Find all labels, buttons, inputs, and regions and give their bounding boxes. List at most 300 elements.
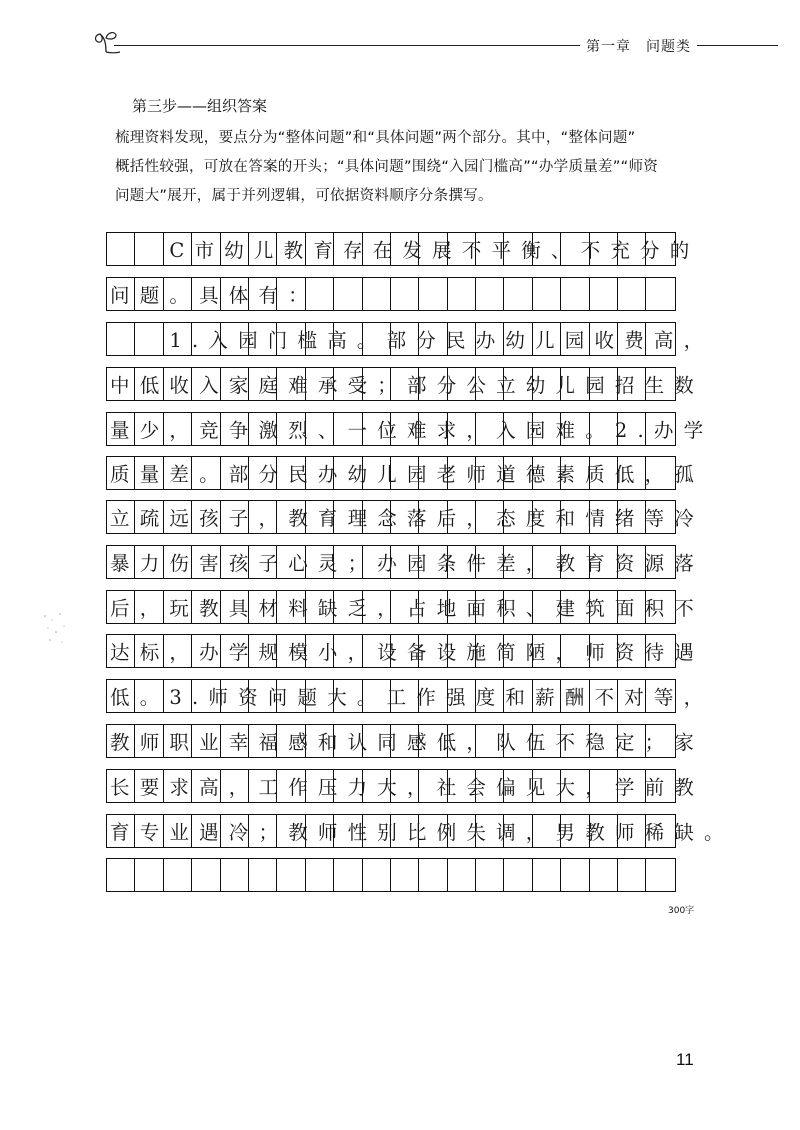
grid-cell (164, 680, 192, 712)
grid-cell (391, 591, 419, 623)
answer-line-text: 后，玩教具材料缺乏，占地面积、建筑面积不 (110, 597, 705, 620)
grid-cell (192, 323, 220, 355)
grid-cell (504, 635, 532, 667)
grid-cell (192, 546, 220, 578)
grid-cell (107, 635, 135, 667)
grid-cell (419, 725, 447, 757)
grid-cell (107, 501, 135, 533)
grid-cell (107, 770, 135, 802)
grid-cell (334, 591, 362, 623)
grid-cell (618, 368, 646, 400)
answer-grid-row (106, 590, 676, 624)
grid-cell (533, 859, 561, 891)
grid-cell (590, 413, 618, 445)
answer-grid-row (106, 634, 676, 668)
grid-cell (107, 680, 135, 712)
grid-cell (107, 725, 135, 757)
grid-cell (192, 725, 220, 757)
grid-cell (192, 457, 220, 489)
answer-grid-row (106, 232, 676, 266)
grid-cell (306, 323, 334, 355)
grid-cell (476, 368, 504, 400)
grid-cell (363, 323, 391, 355)
grid-cell (164, 368, 192, 400)
grid-cell (107, 859, 135, 891)
grid-cell (533, 680, 561, 712)
grid-cell (646, 859, 674, 891)
grid-cell (590, 635, 618, 667)
answer-line-text: 质量差。部分民办幼儿园老师道德素质低，孤 (110, 463, 705, 486)
grid-cell (533, 278, 561, 310)
grid-cell (561, 323, 589, 355)
grid-cell (221, 770, 249, 802)
grid-cell (419, 815, 447, 847)
grid-cell (277, 233, 305, 265)
grid-cell (561, 278, 589, 310)
grid-cell (618, 680, 646, 712)
grid-cell (107, 413, 135, 445)
grid-cell (277, 859, 305, 891)
grid-cell (590, 591, 618, 623)
grid-cell (334, 413, 362, 445)
grid-cell (476, 770, 504, 802)
grid-cell (419, 278, 447, 310)
grid-cell (476, 680, 504, 712)
grid-cell (618, 725, 646, 757)
grid-cell (504, 501, 532, 533)
grid-cell (391, 368, 419, 400)
grid-cell (504, 457, 532, 489)
grid-cell (618, 770, 646, 802)
grid-cell (504, 233, 532, 265)
grid-cell (476, 457, 504, 489)
grid-cell (277, 635, 305, 667)
grid-cell (391, 233, 419, 265)
grid-cell (107, 815, 135, 847)
grid-cell (107, 278, 135, 310)
grid-cell (476, 323, 504, 355)
grid-cell (590, 233, 618, 265)
grid-cell (561, 859, 589, 891)
grid-cell (221, 457, 249, 489)
answer-line-text: 达标，办学规模小，设备设施简陋，师资待遇 (110, 641, 705, 664)
grid-cell (590, 278, 618, 310)
grid-cell (646, 278, 674, 310)
grid-cell (391, 457, 419, 489)
grid-cell (391, 725, 419, 757)
grid-cell (249, 680, 277, 712)
grid-cell (277, 591, 305, 623)
grid-cell (448, 457, 476, 489)
grid-cell (419, 233, 447, 265)
grid-cell (448, 725, 476, 757)
grid-cell (277, 725, 305, 757)
answer-line-text: 教师职业幸福感和认同感低，队伍不稳定；家 (110, 731, 705, 754)
grid-cell (504, 278, 532, 310)
grid-cell (164, 635, 192, 667)
grid-cell (334, 501, 362, 533)
grid-cell (164, 725, 192, 757)
grid-cell (419, 680, 447, 712)
grid-cell (221, 815, 249, 847)
grid-cell (476, 278, 504, 310)
grid-cell (135, 591, 163, 623)
grid-cell (135, 725, 163, 757)
grid-cell (363, 368, 391, 400)
grid-cell (646, 680, 674, 712)
answer-line-text: 问题。具体有： (110, 284, 318, 307)
grid-cell (391, 413, 419, 445)
grid-cell (618, 859, 646, 891)
grid-cell (164, 546, 192, 578)
grid-cell (590, 770, 618, 802)
grid-cell (590, 501, 618, 533)
grid-cell (277, 680, 305, 712)
grid-cell (363, 457, 391, 489)
grid-cell (618, 457, 646, 489)
grid-cell (277, 501, 305, 533)
grid-cell (561, 233, 589, 265)
grid-cell (164, 278, 192, 310)
word-count-label: 300字 (668, 906, 695, 916)
grid-cell (476, 591, 504, 623)
grid-cell (448, 323, 476, 355)
grid-cell (277, 368, 305, 400)
answer-grid-row (106, 412, 676, 446)
answer-line-text: 低。3.师资问题大。工作强度和薪酬不对等， (110, 686, 714, 709)
grid-cell (391, 501, 419, 533)
grid-cell (306, 815, 334, 847)
grid-cell (135, 815, 163, 847)
grid-cell (618, 546, 646, 578)
grid-cell (221, 859, 249, 891)
grid-cell (363, 546, 391, 578)
grid-cell (135, 457, 163, 489)
answer-grid-row (106, 277, 676, 311)
grid-cell (249, 501, 277, 533)
grid-cell (249, 413, 277, 445)
grid-cell (533, 770, 561, 802)
grid-cell (221, 413, 249, 445)
grid-cell (277, 815, 305, 847)
grid-cell (334, 457, 362, 489)
grid-cell (590, 815, 618, 847)
grid-cell (363, 815, 391, 847)
grid-cell (221, 323, 249, 355)
grid-cell (192, 770, 220, 802)
grid-cell (533, 635, 561, 667)
grid-cell (192, 233, 220, 265)
paragraph-line: 问题大”展开，属于并列逻辑，可依据资料顺序分条撰写。 (115, 188, 493, 204)
grid-cell (590, 680, 618, 712)
grid-cell (135, 233, 163, 265)
grid-cell (504, 323, 532, 355)
grid-cell (249, 859, 277, 891)
explanation-paragraph (115, 124, 695, 211)
grid-cell (618, 635, 646, 667)
grid-cell (192, 278, 220, 310)
grid-cell (646, 323, 674, 355)
answer-line-text: 1.入园门槛高。部分民办幼儿园收费高， (110, 329, 714, 352)
grid-cell (306, 413, 334, 445)
grid-cell (533, 233, 561, 265)
grid-cell (306, 457, 334, 489)
grid-cell (391, 815, 419, 847)
grid-cell (646, 233, 674, 265)
leaf-icon (92, 26, 122, 56)
answer-grid-row (106, 545, 676, 579)
grid-cell (107, 323, 135, 355)
grid-cell (135, 501, 163, 533)
grid-cell (561, 770, 589, 802)
grid-cell (306, 501, 334, 533)
grid-cell (334, 323, 362, 355)
grid-cell (249, 233, 277, 265)
grid-cell (533, 591, 561, 623)
grid-cell (646, 413, 674, 445)
grid-cell (533, 815, 561, 847)
grid-cell (391, 278, 419, 310)
grid-cell (419, 413, 447, 445)
grid-cell (249, 725, 277, 757)
grid-cell (448, 770, 476, 802)
grid-cell (164, 591, 192, 623)
grid-cell (221, 680, 249, 712)
grid-cell (334, 546, 362, 578)
paragraph-line: 梳理资料发现，要点分为“整体问题”和“具体问题”两个部分。其中，“整体问题” (115, 130, 636, 146)
grid-cell (306, 680, 334, 712)
grid-cell (448, 591, 476, 623)
grid-cell (135, 635, 163, 667)
grid-cell (419, 323, 447, 355)
grid-cell (164, 501, 192, 533)
scan-noise (40, 610, 70, 650)
answer-grid-row (106, 814, 676, 848)
grid-cell (448, 635, 476, 667)
answer-grid-row (106, 724, 676, 758)
grid-cell (334, 725, 362, 757)
grid-cell (221, 635, 249, 667)
grid-cell (476, 635, 504, 667)
grid-cell (618, 591, 646, 623)
grid-cell (533, 413, 561, 445)
grid-cell (504, 680, 532, 712)
answer-line-text: 立疏远孩子，教育理念落后，态度和情绪等冷 (110, 507, 705, 530)
grid-cell (334, 770, 362, 802)
grid-cell (561, 815, 589, 847)
grid-cell (590, 323, 618, 355)
grid-cell (646, 591, 674, 623)
grid-cell (504, 413, 532, 445)
grid-cell (618, 413, 646, 445)
grid-cell (249, 457, 277, 489)
grid-cell (590, 368, 618, 400)
grid-cell (533, 546, 561, 578)
grid-cell (164, 323, 192, 355)
grid-cell (363, 591, 391, 623)
grid-cell (164, 457, 192, 489)
grid-cell (221, 546, 249, 578)
grid-cell (107, 591, 135, 623)
answer-grid-row (106, 500, 676, 534)
grid-cell (561, 546, 589, 578)
grid-cell (391, 323, 419, 355)
grid-cell (107, 233, 135, 265)
grid-cell (192, 413, 220, 445)
grid-cell (504, 770, 532, 802)
grid-cell (419, 368, 447, 400)
grid-cell (192, 859, 220, 891)
grid-cell (590, 859, 618, 891)
grid-cell (419, 457, 447, 489)
answer-line-text: 长要求高，工作压力大，社会偏见大，学前教 (110, 776, 705, 799)
grid-cell (561, 725, 589, 757)
grid-cell (164, 413, 192, 445)
grid-cell (618, 501, 646, 533)
grid-cell (476, 501, 504, 533)
grid-cell (504, 591, 532, 623)
answer-line-text: 量少，竞争激烈、一位难求，入园难。2.办学 (110, 419, 714, 442)
grid-cell (334, 278, 362, 310)
grid-cell (221, 501, 249, 533)
grid-cell (504, 546, 532, 578)
grid-cell (618, 278, 646, 310)
grid-cell (107, 457, 135, 489)
answer-line-text: 中低收入家庭难承受；部分公立幼儿园招生数 (110, 374, 705, 397)
answer-grid-row (106, 769, 676, 803)
grid-cell (135, 546, 163, 578)
grid-cell (363, 859, 391, 891)
grid-cell (448, 546, 476, 578)
answer-grid-row (106, 456, 676, 490)
grid-cell (448, 680, 476, 712)
grid-cell (249, 323, 277, 355)
grid-cell (618, 815, 646, 847)
grid-cell (391, 859, 419, 891)
grid-cell (306, 233, 334, 265)
grid-cell (476, 859, 504, 891)
answer-line-text: C市幼儿教育存在发展不平衡、不充分的 (110, 239, 700, 262)
grid-cell (249, 591, 277, 623)
grid-cell (363, 233, 391, 265)
grid-cell (306, 859, 334, 891)
chapter-title: 第一章 问题类 (580, 36, 697, 56)
grid-cell (419, 546, 447, 578)
grid-cell (221, 278, 249, 310)
grid-cell (135, 368, 163, 400)
grid-cell (476, 233, 504, 265)
grid-cell (221, 368, 249, 400)
grid-cell (277, 413, 305, 445)
grid-cell (334, 635, 362, 667)
grid-cell (419, 859, 447, 891)
grid-cell (306, 278, 334, 310)
grid-cell (334, 233, 362, 265)
grid-cell (192, 680, 220, 712)
grid-cell (476, 413, 504, 445)
grid-cell (164, 815, 192, 847)
grid-cell (249, 278, 277, 310)
grid-cell (334, 680, 362, 712)
header-rule-left (114, 45, 654, 46)
grid-cell (249, 770, 277, 802)
grid-cell (533, 725, 561, 757)
grid-cell (646, 457, 674, 489)
grid-cell (476, 546, 504, 578)
grid-cell (107, 368, 135, 400)
grid-cell (164, 233, 192, 265)
grid-cell (249, 368, 277, 400)
grid-cell (164, 770, 192, 802)
grid-cell (192, 815, 220, 847)
grid-cell (561, 501, 589, 533)
grid-cell (504, 368, 532, 400)
grid-cell (448, 413, 476, 445)
grid-cell (590, 457, 618, 489)
grid-cell (135, 859, 163, 891)
grid-cell (277, 770, 305, 802)
grid-cell (135, 278, 163, 310)
grid-cell (448, 859, 476, 891)
answer-grid-row (106, 858, 676, 892)
grid-cell (221, 591, 249, 623)
grid-cell (306, 368, 334, 400)
paragraph-line: 概括性较强，可放在答案的开头；“具体问题”围绕“入园门槛高”“办学质量差”“师资 (115, 159, 659, 175)
page-header (92, 26, 778, 66)
grid-cell (561, 457, 589, 489)
grid-cell (448, 233, 476, 265)
grid-cell (419, 770, 447, 802)
grid-cell (448, 815, 476, 847)
grid-cell (363, 635, 391, 667)
grid-cell (277, 323, 305, 355)
grid-cell (306, 635, 334, 667)
grid-cell (476, 725, 504, 757)
grid-cell (419, 635, 447, 667)
grid-cell (646, 546, 674, 578)
grid-cell (646, 501, 674, 533)
grid-cell (533, 323, 561, 355)
grid-cell (533, 368, 561, 400)
grid-cell (561, 413, 589, 445)
grid-cell (561, 680, 589, 712)
grid-cell (646, 815, 674, 847)
grid-cell (561, 591, 589, 623)
grid-cell (363, 278, 391, 310)
grid-cell (391, 770, 419, 802)
grid-cell (618, 323, 646, 355)
grid-cell (419, 591, 447, 623)
grid-cell (504, 725, 532, 757)
grid-cell (334, 815, 362, 847)
grid-cell (476, 815, 504, 847)
grid-cell (590, 546, 618, 578)
grid-cell (135, 770, 163, 802)
grid-cell (192, 591, 220, 623)
grid-cell (277, 546, 305, 578)
grid-cell (448, 278, 476, 310)
grid-cell (135, 323, 163, 355)
grid-cell (533, 457, 561, 489)
grid-cell (363, 501, 391, 533)
grid-cell (363, 680, 391, 712)
grid-cell (561, 635, 589, 667)
grid-cell (192, 635, 220, 667)
page-number: 11 (676, 1050, 694, 1069)
grid-cell (306, 770, 334, 802)
grid-cell (533, 501, 561, 533)
grid-cell (391, 680, 419, 712)
